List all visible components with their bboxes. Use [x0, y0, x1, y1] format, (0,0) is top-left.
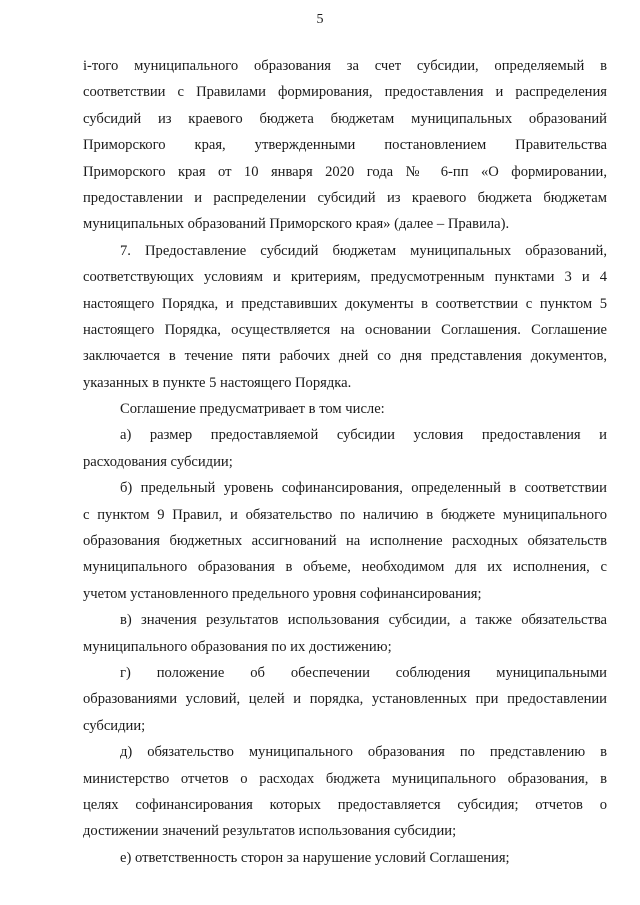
text-line: Соглашение предусматривает в том числе:	[120, 401, 385, 418]
paragraph-item-b	[83, 475, 607, 607]
paragraph-item-a	[83, 422, 607, 475]
text-line: 7. Предоставление субсидий бюджетам муниципальных образований,	[120, 242, 607, 259]
text-line: министерство отчетов о расходах бюджета муниципального образования, в	[83, 770, 607, 787]
text-line: е) ответственность сторон за нарушение условий Соглашения;	[120, 849, 510, 866]
text-line: достижении значений результатов использования субсидии;	[83, 823, 457, 840]
text-line: в) значения результатов использования субсидии, а также обязательства	[120, 612, 607, 629]
text-line: i-того муниципального образования за счет субсидии, определяемый в	[83, 58, 607, 74]
text-line: целях софинансирования которых предоставляется субсидия; отчетов о	[83, 796, 607, 813]
text-line: предоставлении и распределении субсидий из краевого бюджета бюджетам	[83, 189, 607, 206]
text-line: г) положение об обеспечении соблюдения муниципальными	[120, 664, 607, 681]
text-line: расходования субсидии;	[83, 453, 233, 470]
text-line: субсидии;	[83, 717, 146, 734]
text-line: субсидий из краевого бюджета бюджетам муниципальных образований	[83, 110, 607, 127]
text-line: соответствии с Правилами формирования, предоставления и распределения	[83, 84, 607, 101]
text-line: б) предельный уровень софинансирования, определенный в соответствии	[120, 480, 607, 497]
paragraph-item-7	[83, 238, 607, 396]
text-line: муниципального образования в объеме, необходимом для их исполнения, с	[83, 559, 607, 576]
paragraph-item-d	[83, 739, 607, 845]
text-line: Приморского края, утвержденными постановлением Правительства	[83, 137, 607, 154]
text-line: образованиями условий, целей и порядка, установленных при предоставлении	[83, 691, 607, 708]
text-line: Приморского края от 10 января 2020 года № 6-пп «О формировании,	[83, 163, 607, 180]
document-body	[83, 53, 607, 871]
text-line: муниципальных образований Приморского края» (далее – Правила).	[83, 216, 510, 233]
text-line: заключается в течение пяти рабочих дней со дня представления документов,	[83, 348, 607, 365]
text-line: с пунктом 9 Правил, и обязательство по наличию в бюджете муниципального	[83, 506, 607, 523]
text-line: настоящего Порядка, и представивших документы в соответствии с пунктом 5	[83, 295, 607, 312]
paragraph-item-v	[83, 607, 607, 660]
page-number: 5	[316, 12, 324, 27]
paragraph-item-g	[83, 660, 607, 739]
text-line: соответствующих условиям и критериям, предусмотренным пунктами 3 и 4	[83, 269, 607, 286]
text-line: образования бюджетных ассигнований на исполнение расходных обязательств	[83, 533, 607, 550]
paragraph-agreement-intro	[83, 396, 607, 422]
text-line: указанных в пункте 5 настоящего Порядка.	[83, 374, 352, 391]
paragraph-item-e	[83, 845, 607, 871]
text-line: учетом установленного предельного уровня софинансирования;	[83, 585, 482, 602]
text-line: муниципального образования по их достижению;	[83, 638, 392, 655]
text-line: а) размер предоставляемой субсидии условия предоставления и	[120, 427, 607, 444]
text-line: настоящего Порядка, осуществляется на основании Соглашения. Соглашение	[83, 321, 607, 338]
text-line: д) обязательство муниципального образования по представлению в	[120, 744, 607, 761]
paragraph-continuation	[83, 53, 607, 238]
